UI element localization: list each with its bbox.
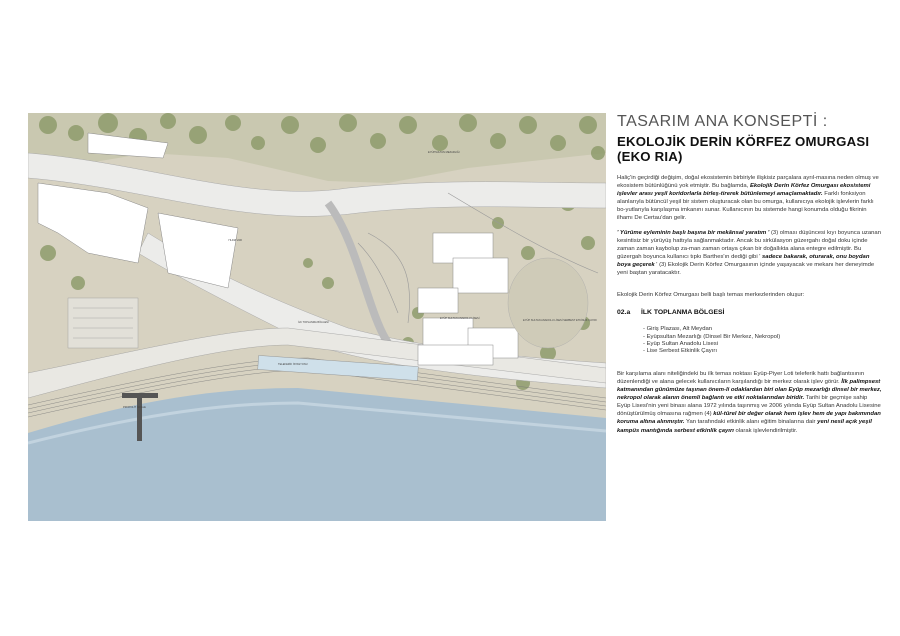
intro-text-1: Haliç'in geçirdiği değişim, doğal ekosistemin birbiriyle ilişkisiz parçalara ayrıl-masına neden olmuş ve ekosistem bütünlüğünü yok etmiştir. Bu bağlamda, — [617, 175, 879, 190]
gathering-text-1: Bir karşılama alanı niteliğindeki bu ilk temas noktası Eyüp-Piyer Loti teleferik hattı bağlantısının düzenlendiği ve alana gelecek kullanıcıların karşılandığı bir merkez olarak işlev görür. — [617, 370, 865, 385]
list-item: - Giriş Plazası, Alt Meydan — [643, 326, 713, 333]
main-title-line1: EKOLOJİK DERİN KÖRFEZ OMURGASI — [617, 134, 870, 149]
intro-paragraph — [617, 174, 882, 223]
plan-label-cemetery: EYÜPSULTAN MEZARLIĞI — [428, 151, 460, 154]
concept-title: TASARIM ANA KONSEPTİ : — [617, 113, 828, 130]
walking-bold-2: sadece bakarak, oturarak, onu boydan boya geçerek — [617, 253, 870, 268]
gathering-text-2: Tarihi bir geçmişe sahip Eyüp Lisesi'nin yeni binası alana 1972 yılında taşınmış ve 2006 yılında Eyüp Sultan Anadolu Lisesine dönüştürülmüş olmasına rağmen (4) — [617, 395, 881, 418]
walking-text-2: ' (3) Ekolojik Derin Körfez Omurgasının içinde yaşayacak ve mekanı her deneyimde yeni baştan yaratacaktır. — [617, 261, 875, 277]
walking-text-1: (3) olması düşüncesi kıyı boyunca uzanan kesintisiz bir yürüyüş hattıyla sağlanmaktadır. Ancak bu sirkülasyon güzergahı doğal doku içinde zaman zaman kaybolup za-man zaman ortaya çıkan bir doğallıkta alana entegre edilmiştir. Bu güzergah boyunca kullanıcı tıpkı Barthes'ın dediği gibi ' — [617, 229, 881, 260]
gathering-bold-1: İlk palimpsest katmanından günümüze taşınan önem-li odaklardan biri olan Eyüp mezarlığı dinsel bir merkez, nekropol olarak alanın önemli bağlantı ve etki noktalarından biridir. — [617, 378, 882, 402]
section-number: 02.a — [617, 309, 631, 317]
feature-list — [643, 326, 882, 356]
plan-label-meadow: EYÜP SULTAN ANADOLU LİSESİ SERBEST ETKİNLİK ÇAYIRI — [523, 319, 597, 322]
main-title — [617, 134, 882, 164]
gathering-bold-3: yeni nesil açık yeşil kampüs mantığında serbest etkinlik çayırı — [617, 419, 872, 434]
gathering-paragraph — [617, 370, 882, 435]
plan-label-pier: PROPOLİT İSKELE — [123, 406, 146, 409]
text-panel — [617, 113, 882, 523]
main-title-line2: (EKO RIA) — [617, 149, 683, 164]
list-item: - Eyüpsultan Mezarlığı (Dinsel Bir Merkez, Nekropol) — [643, 333, 781, 340]
list-item: - Lise Serbest Etkinlik Çayırı — [643, 348, 717, 355]
plan-label-school: EYÜP SULTAN ANADOLU LİSESİ — [440, 317, 480, 320]
section-title: İLK TOPLANMA BÖLGESİ — [641, 309, 725, 317]
plan-label-plaza: İLK TOPLANMA BÖLGESİ — [298, 321, 329, 324]
plan-label-block: YILDIZ VAR — [228, 239, 242, 242]
list-item: - Eyüp Sultan Anadolu Lisesi — [643, 341, 718, 348]
gathering-text-4: olarak işlevlendirilmiştir. — [733, 427, 798, 434]
intro-text-2: Farklı fonksiyon alanlarıyla bütüncül yeşil bir sistem oluşturacak olan bu omurga, kullanıcıya ekolojik işlevlerin farklı bo-yutlarıyla karşılaşma imkanını sunar. Kullanıcının bu sistemde hangi konumda olduğu fikrinin ilhamı De Certau'dan gelir. — [617, 191, 874, 222]
section-heading — [617, 309, 882, 316]
intro-bold-1: Ekolojik Derin Körfez Omurgası ekosistemi işlevler arası yeşil koridorlarla birleş-tirerek bütünlemeyi amaçlamaktadır. — [617, 183, 871, 198]
walking-bold-1: ' Yürüme eyleminin başlı başına bir mekânsal yaratım ' — [617, 229, 770, 236]
gathering-bold-2: kül-türel bir değer olarak hem işlev hem de yapı bakımından koruma altına alınmıştır. — [617, 411, 881, 426]
gathering-text-3: Yan tarafındaki etkinlik alanı eğitim binalarına dair — [684, 419, 818, 426]
site-plan-image — [28, 113, 606, 521]
contact-centers-paragraph: Ekolojik Derin Körfez Omurgası belli başlı temas merkezlerinden oluşur: — [617, 292, 805, 299]
walking-paragraph — [617, 229, 882, 278]
plan-label-terminal: TELEFERİK İSTASYONU — [278, 363, 308, 366]
